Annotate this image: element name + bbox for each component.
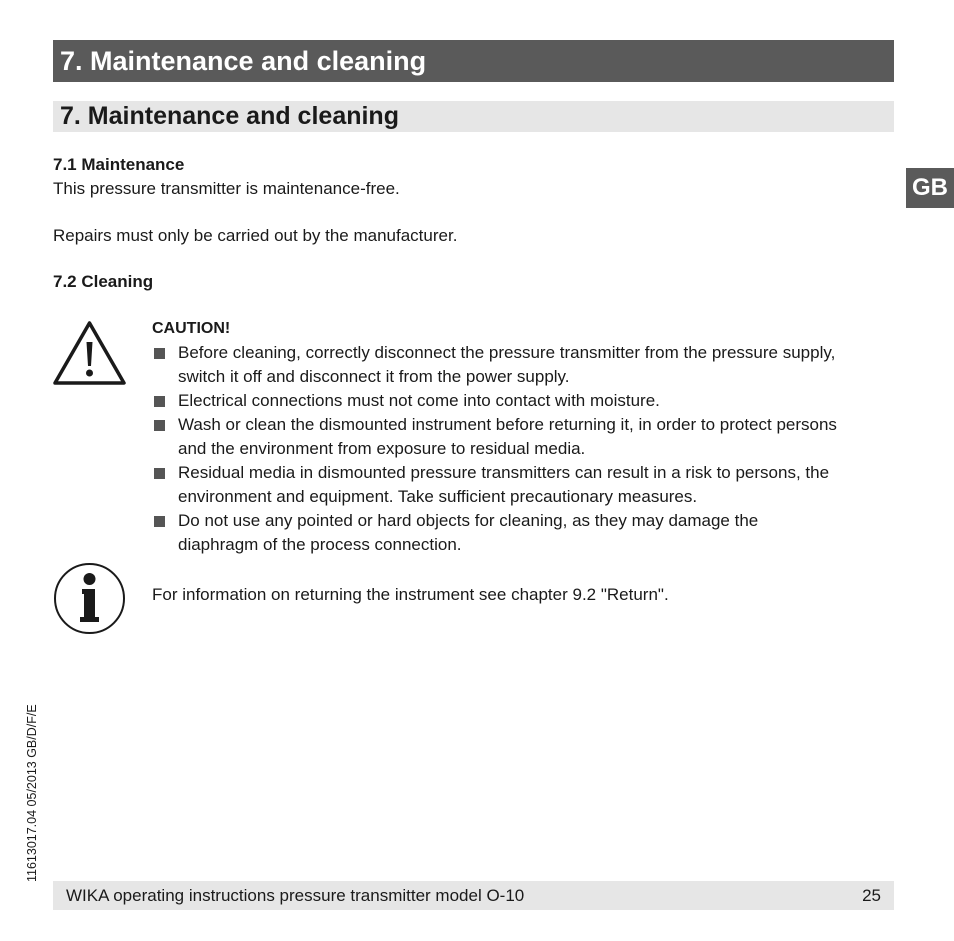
section-title-bar: 7. Maintenance and cleaning (53, 101, 894, 132)
caution-item: Before cleaning, correctly disconnect the pressure transmitter from the pressure supply, switch it off and disconnect it from the power supply. (152, 341, 897, 389)
bullet-square-icon (154, 468, 165, 479)
maintenance-text-2: Repairs must only be carried out by the manufacturer. (53, 226, 458, 245)
chapter-title-bar: 7. Maintenance and cleaning (53, 40, 894, 82)
maintenance-text-1: This pressure transmitter is maintenance-free. (53, 179, 400, 198)
language-tab: GB (906, 168, 954, 208)
document-code: 11613017.04 05/2013 GB/D/F/E (25, 704, 39, 882)
caution-list (152, 341, 897, 557)
bullet-square-icon (154, 516, 165, 527)
bullet-square-icon (154, 348, 165, 359)
maintenance-heading: 7.1 Maintenance (53, 155, 185, 174)
caution-block (152, 318, 897, 557)
page-number: 25 (862, 886, 881, 905)
caution-item: Do not use any pointed or hard objects for cleaning, as they may damage the diaphragm of the process connection. (152, 509, 897, 557)
cleaning-heading: 7.2 Cleaning (53, 272, 154, 291)
bullet-square-icon (154, 396, 165, 407)
caution-item: Electrical connections must not come into contact with moisture. (152, 389, 897, 413)
info-text: For information on returning the instrument see chapter 9.2 "Return". (152, 585, 669, 604)
footer-bar (53, 881, 894, 910)
caution-item: Residual media in dismounted pressure transmitters can result in a risk to persons, the environment and equipment. Take sufficient precautionary measures. (152, 461, 897, 509)
footer-text: WIKA operating instructions pressure transmitter model O-10 (66, 886, 525, 905)
warning-triangle-icon (52, 320, 127, 386)
bullet-square-icon (154, 420, 165, 431)
info-icon (53, 562, 126, 635)
caution-title: CAUTION! (152, 320, 231, 337)
caution-item: Wash or clean the dismounted instrument before returning it, in order to protect persons and the environment from exposure to residual media. (152, 413, 897, 461)
